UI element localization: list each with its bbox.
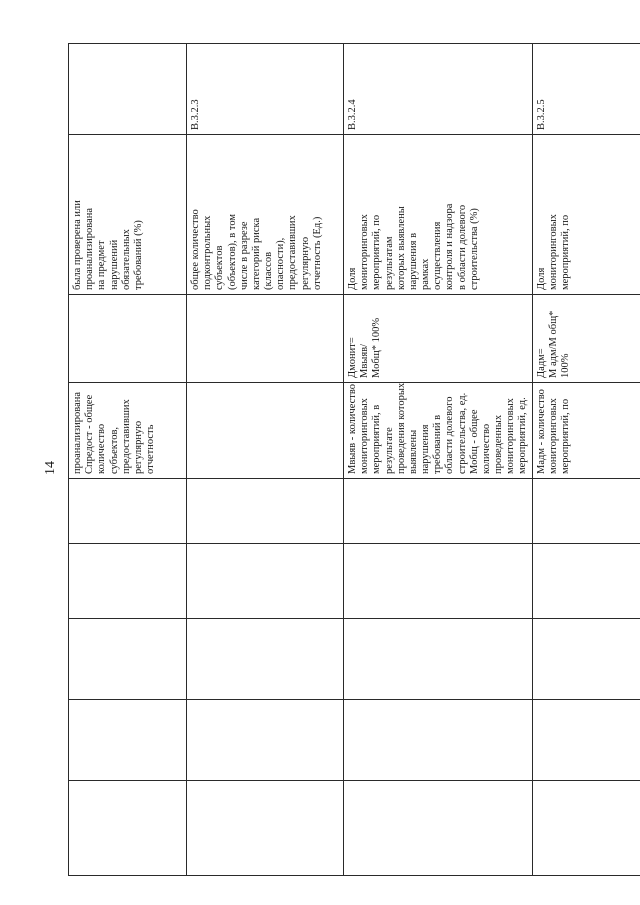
indicator-table <box>68 43 640 876</box>
table-row <box>532 44 640 876</box>
description-cell <box>187 383 344 479</box>
text-line: нарушения <box>420 424 432 474</box>
text-line: регулярную <box>132 420 144 474</box>
text-line: требований в <box>432 414 444 474</box>
rotated-table-container <box>68 44 632 876</box>
code-cell <box>69 44 187 135</box>
table-row <box>187 44 344 876</box>
code-cell <box>532 44 640 135</box>
text-line: мониторинговых <box>359 214 371 290</box>
empty-cell <box>187 544 344 619</box>
text-line: которых выявлены <box>395 206 407 290</box>
text-line: количество <box>480 423 492 474</box>
indicator-code: В.3.2.5 <box>535 99 547 130</box>
empty-cell <box>69 700 187 781</box>
text-line: нарушения в <box>407 232 419 290</box>
text-line: (классов <box>263 251 275 290</box>
text-line: проведения которых <box>395 382 407 474</box>
empty-cell <box>532 700 640 781</box>
indicator-code: В.3.2.4 <box>347 99 358 130</box>
text-line: Доля <box>347 267 358 290</box>
text-line: количество <box>96 423 108 474</box>
empty-cell <box>69 619 187 700</box>
text-line: проанализирована <box>72 391 83 474</box>
text-line: в области долевого <box>456 204 468 290</box>
empty-cell <box>344 479 533 544</box>
text-line: выявлены <box>407 429 419 474</box>
text-line: была проверена или <box>72 200 83 290</box>
text-line: контроля и надзора <box>444 203 456 290</box>
text-line: Доля <box>535 267 547 290</box>
formula-cell <box>69 295 187 383</box>
text-line: 100% <box>559 353 571 378</box>
text-line: мониторинговых <box>505 398 517 474</box>
text-line: результате <box>383 427 395 474</box>
text-line: осуществления <box>432 221 444 290</box>
empty-cell <box>69 544 187 619</box>
formula-cell <box>187 295 344 383</box>
table-body <box>69 44 640 876</box>
text-line: Спредост - общее <box>84 394 96 474</box>
text-line: нарушений <box>108 239 120 290</box>
text-line: Мвыяв/ <box>359 343 371 378</box>
text-line: регулярную <box>299 236 311 290</box>
code-cell <box>344 44 533 135</box>
text-line: подконтрольных <box>202 215 214 290</box>
text-line: мероприятий, по <box>559 398 571 474</box>
formula-cell <box>344 295 533 383</box>
text-line: отчетность (Ед.) <box>311 216 323 290</box>
empty-cell <box>532 781 640 876</box>
empty-cell <box>187 479 344 544</box>
empty-cell <box>344 700 533 781</box>
text-line: опасности), <box>275 237 287 290</box>
name-cell <box>532 135 640 295</box>
text-line: требований (%) <box>132 220 144 290</box>
empty-cell <box>187 700 344 781</box>
text-line: мероприятий, по <box>559 214 571 290</box>
description-cell <box>69 383 187 479</box>
text-line: субъектов <box>214 245 226 290</box>
empty-cell <box>532 544 640 619</box>
text-line: Мобщ* 100% <box>371 317 383 378</box>
text-line: мониторинговых <box>547 398 559 474</box>
formula-cell <box>532 295 640 383</box>
text-line: общее количество <box>190 209 201 290</box>
name-cell <box>69 135 187 295</box>
text-line: строительства (%) <box>468 208 480 290</box>
empty-cell <box>532 479 640 544</box>
text-line: мероприятий, в <box>371 404 383 474</box>
text-line: строительства, ед. <box>456 392 468 474</box>
name-cell <box>187 135 344 295</box>
empty-cell <box>532 619 640 700</box>
text-line: обязательных <box>120 229 132 290</box>
text-line: области долевого <box>444 396 456 474</box>
description-cell <box>344 383 533 479</box>
empty-cell <box>187 781 344 876</box>
text-line: мониторинговых <box>547 214 559 290</box>
text-line: Мвыяв - количество <box>347 383 358 474</box>
indicator-code: В.3.2.3 <box>190 99 201 130</box>
text-line: мониторинговых <box>359 398 371 474</box>
text-line: проанализирована <box>84 207 96 290</box>
page-number: 14 <box>43 461 58 475</box>
empty-cell <box>69 479 187 544</box>
table-row <box>344 44 533 876</box>
empty-cell <box>344 544 533 619</box>
text-line: результатам <box>383 236 395 290</box>
text-line: отчетность <box>145 424 157 474</box>
text-line: Мадм - количество <box>535 389 547 474</box>
text-line: мероприятий, по <box>371 214 383 290</box>
text-line: Дадм= <box>535 348 547 378</box>
text-line: рамках <box>420 258 432 290</box>
description-cell <box>532 383 640 479</box>
empty-cell <box>344 781 533 876</box>
text-line: М адм/М общ* <box>547 310 559 378</box>
table-row <box>69 44 187 876</box>
code-cell <box>187 44 344 135</box>
text-line: предоставивших <box>120 399 132 474</box>
text-line: проведенных <box>493 414 505 474</box>
text-line: Дмонит= <box>347 337 358 378</box>
text-line: числе в разрезе <box>238 221 250 290</box>
empty-cell <box>344 619 533 700</box>
text-line: на предмет <box>96 240 108 290</box>
text-line: субъектов, <box>108 426 120 474</box>
text-line: Мобщ - общее <box>468 409 480 474</box>
empty-cell <box>187 619 344 700</box>
text-line: категорий риска <box>250 217 262 290</box>
empty-cell <box>69 781 187 876</box>
text-line: предоставивших <box>287 215 299 290</box>
text-line: (объектов), в том <box>226 213 238 290</box>
name-cell <box>344 135 533 295</box>
text-line: мероприятий, ед. <box>517 397 529 474</box>
